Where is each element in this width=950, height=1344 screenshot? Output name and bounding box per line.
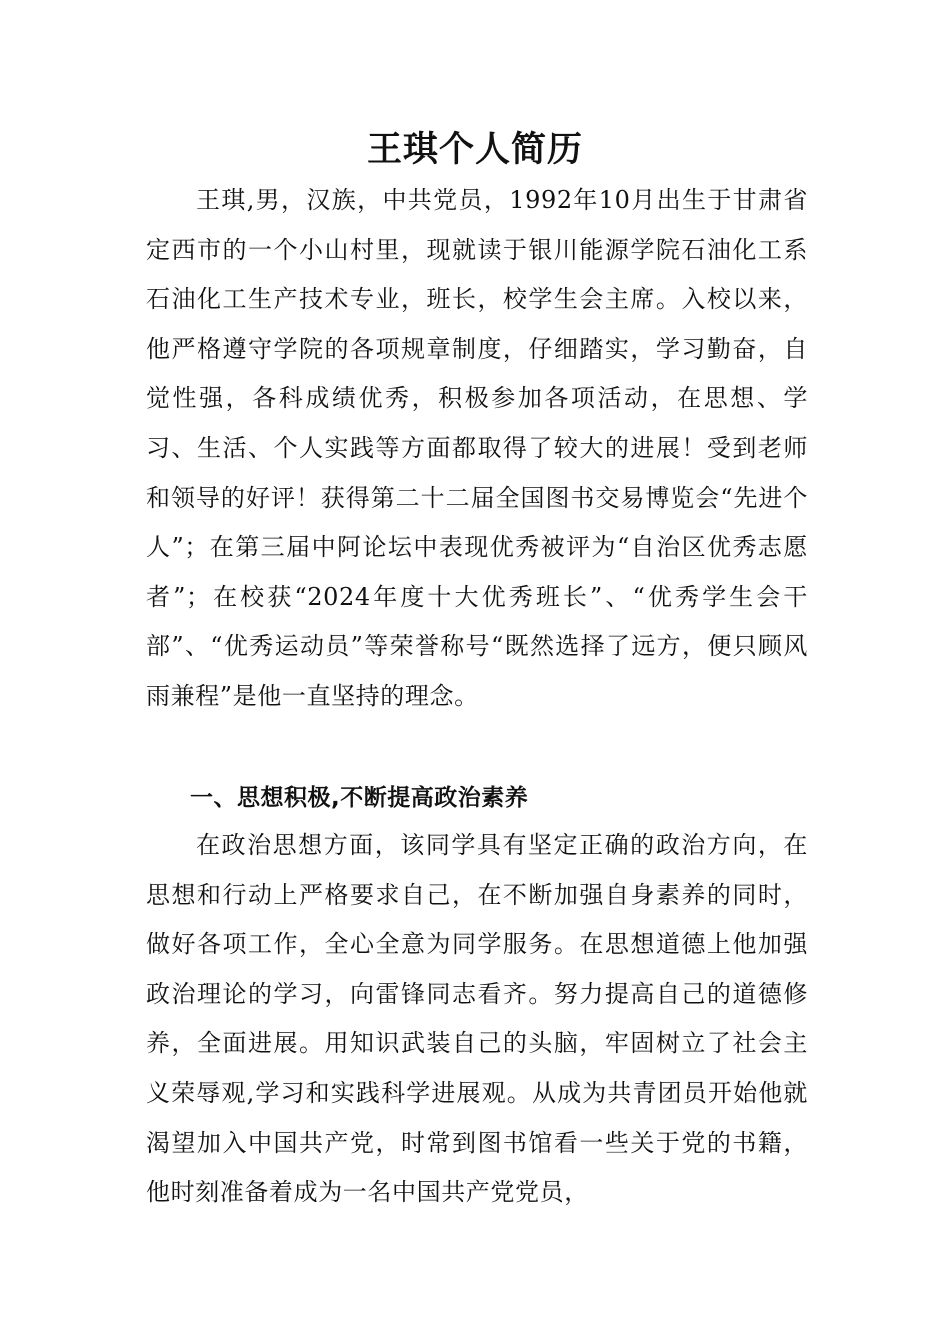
- page-title: 王琪个人简历: [366, 130, 583, 170]
- intro-paragraph: 王琪,男，汉族，中共党员，1992年10月出生于甘肃省定西市的一个小山村里，现就读于银川能源学院石油化工系石油化工生产技术专业，班长，校学生会主席。入校以来，他严格遵守学院的各项规章制度，仔细踏实，学习勤奋，自觉性强，各科成绩优秀，积极参加各项活动，在思想、学习、生活、个人实践等方面都取得了较大的进展！受到老师和领导的好评！获得第二十二届全国图书交易博览会“先进个人”；在第三届中阿论坛中表现优秀被评为“自治区优秀志愿者”；在校获“2024年度十大优秀班长”、“优秀学生会干部”、“优秀运动员”等荣誉称号“既然选择了远方，便只顾风雨兼程”是他一直坚持的理念。: [146, 186, 808, 710]
- section-heading: 一、思想积极,不断提高政治素养: [190, 785, 529, 811]
- section-paragraph: 在政治思想方面，该同学具有坚定正确的政治方向，在思想和行动上严格要求自己，在不断加强自身素养的同时，做好各项工作，全心全意为同学服务。在思想道德上他加强政治理论的学习，向雷锋同志看齐。努力提高自己的道德修养，全面进展。用知识武装自己的头脑，牢固树立了社会主义荣辱观,学习和实践科学进展观。从成为共青团员开始他就渴望加入中国共产党，时常到图书馆看一些关于党的书籍，他时刻准备着成为一名中国共产党党员，: [146, 831, 808, 1207]
